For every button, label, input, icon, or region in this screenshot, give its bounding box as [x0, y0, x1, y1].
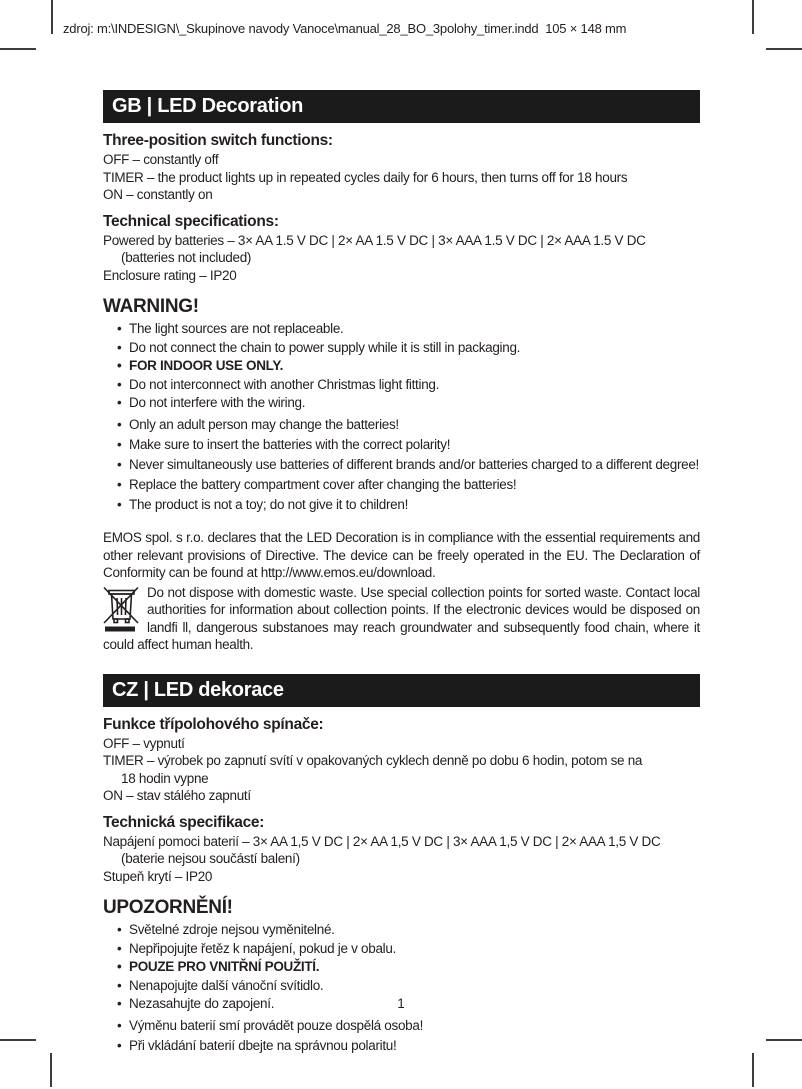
warning-item-text: Make sure to insert the batteries with the correct polarity!	[129, 436, 451, 452]
bullet-icon	[117, 496, 121, 514]
crop-mark-top-right-vertical	[752, 0, 754, 34]
bullet-icon	[117, 376, 121, 394]
bullet-icon	[117, 320, 121, 338]
warning-heading-cz: UPOZORNĚNÍ!	[103, 897, 233, 918]
bullet-icon	[117, 977, 121, 995]
warning-item	[103, 977, 700, 995]
source-path-label: zdroj: m:\INDESIGN\_Skupinove navody Vanoce\manual_28_BO_3polohy_timer.indd 105 × 148 mm	[63, 21, 627, 36]
text-line: 18 hodin vypne	[121, 770, 209, 786]
section-gb	[103, 90, 700, 654]
text-line: (batteries not included)	[121, 250, 252, 265]
warning-item-text: Do not connect the chain to power supply while it is still in packaging.	[129, 339, 521, 355]
warning-item-text: FOR INDOOR USE ONLY.	[129, 358, 284, 373]
page-content	[103, 90, 700, 1057]
bullet-icon	[117, 921, 121, 939]
warning-item-text: Replace the battery compartment cover after changing the batteries!	[129, 476, 517, 492]
warning-list-gb-group2	[103, 416, 700, 514]
switch-functions-heading-cz: Funkce třípolohového spínače:	[103, 715, 324, 733]
bullet-icon	[117, 436, 121, 454]
warning-item-text: Nezasahujte do zapojení.	[129, 996, 275, 1011]
switch-functions-heading-gb: Three-position switch functions:	[103, 132, 333, 149]
warning-list-gb-group1	[103, 320, 700, 412]
warning-item	[103, 320, 700, 338]
section-header-cz	[103, 674, 700, 707]
bullet-icon	[117, 394, 121, 412]
disposal-paragraph	[103, 584, 700, 654]
warning-item-text: Nenapojujte další vánoční svítidlo.	[129, 977, 324, 993]
warning-item-text: Nepřipojujte řetěz k napájení, pokud je v obalu.	[129, 940, 397, 956]
bullet-icon	[117, 940, 121, 958]
crop-mark-bottom-right-horizontal	[766, 1039, 802, 1041]
warning-heading-gb: WARNING!	[103, 296, 199, 317]
section-title-cz: CZ | LED dekorace	[112, 678, 284, 701]
warning-item	[103, 357, 700, 375]
warning-item-text: Výměnu baterií smí provádět pouze dospělá osoba!	[129, 1017, 424, 1033]
disposal-text: Do not dispose with domestic waste. Use special collection points for sorted waste. Contact local authorities for information about collection points. If the electronic devices would be disposed on landfi ll, dangerous substanoes may reach groundwater and subsequently food chain, where it could affect human health.	[103, 584, 700, 652]
switch-functions-lines-cz	[103, 735, 700, 805]
warning-item-text: Do not interfere with the wiring.	[129, 395, 306, 410]
bullet-icon	[117, 357, 121, 375]
warning-item	[103, 1017, 700, 1035]
bullet-icon	[117, 1037, 121, 1055]
section-header-gb	[103, 90, 700, 123]
warning-item-text: POUZE PRO VNITŘNÍ POUŽITÍ.	[129, 959, 320, 974]
tech-specs-heading-gb: Technical specifications:	[103, 212, 279, 230]
warning-item	[103, 456, 700, 474]
section-title-gb: GB | LED Decoration	[112, 95, 304, 117]
tech-specs-heading-cz: Technická specifikace:	[103, 813, 265, 831]
text-line: TIMER – the product lights up in repeated cycles daily for 6 hours, then turns off for 18 hours	[103, 169, 628, 185]
text-line: ON – stav stálého zapnutí	[103, 788, 251, 803]
bullet-icon	[117, 416, 121, 434]
warning-item	[103, 921, 700, 939]
text-line: Enclosure rating – IP20	[103, 267, 237, 283]
warning-item	[103, 940, 700, 958]
warning-item	[103, 496, 700, 514]
crop-mark-top-right-horizontal	[766, 48, 802, 50]
warning-item-text: Only an adult person may change the batteries!	[129, 416, 399, 432]
warning-item	[103, 416, 700, 434]
bullet-icon	[117, 456, 121, 474]
warning-item	[103, 476, 700, 494]
text-line: OFF – vypnutí	[103, 735, 185, 751]
page-number: 1	[397, 996, 405, 1011]
text-line: OFF – constantly off	[103, 152, 219, 167]
switch-functions-lines-gb	[103, 151, 700, 204]
text-line: Napájení pomoci baterií – 3× AA 1,5 V DC | 2× AA 1,5 V DC | 3× AAA 1,5 V DC | 2× AAA 1,5 V DC	[103, 833, 661, 849]
text-line: (baterie nejsou součástí balení)	[121, 851, 300, 866]
crop-mark-top-left-horizontal	[0, 48, 36, 50]
warning-item-text: Světelné zdroje nejsou vyměnitelné.	[129, 922, 335, 937]
crop-mark-top-left-vertical	[51, 0, 53, 34]
crop-mark-bottom-right-vertical	[752, 1053, 754, 1087]
warning-item-text: The light sources are not replaceable.	[129, 321, 344, 336]
warning-item	[103, 339, 700, 357]
text-line: Powered by batteries – 3× AA 1.5 V DC | 2× AA 1.5 V DC | 3× AAA 1.5 V DC | 2× AAA 1.5 V DC	[103, 232, 646, 248]
bullet-icon	[117, 958, 121, 976]
crop-mark-bottom-left-vertical	[50, 1053, 52, 1087]
warning-item	[103, 376, 700, 394]
bullet-icon	[117, 476, 121, 494]
warning-item-text: The product is not a toy; do not give it to children!	[129, 496, 409, 512]
crop-mark-bottom-left-horizontal	[0, 1039, 36, 1041]
text-line: ON – constantly on	[103, 187, 213, 202]
text-line: TIMER – výrobek po zapnutí svítí v opakovaných cyklech denně po dobu 6 hodin, potom se na	[103, 753, 643, 768]
warning-item-text: Never simultaneously use batteries of different brands and/or batteries charged to a different degree!	[129, 456, 700, 472]
warning-item	[103, 958, 700, 976]
text-line: Stupeň krytí – IP20	[103, 868, 213, 884]
warning-item	[103, 436, 700, 454]
weee-crossed-out-bin-icon	[103, 586, 141, 632]
tech-specs-lines-cz	[103, 833, 700, 886]
bullet-icon	[117, 339, 121, 357]
warning-item	[103, 1037, 700, 1055]
warning-item-text: Do not interconnect with another Christmas light fitting.	[129, 376, 440, 392]
bullet-icon	[117, 1017, 121, 1035]
warning-item-text: Při vkládání baterií dbejte na správnou polaritu!	[129, 1037, 397, 1053]
warning-item	[103, 394, 700, 412]
tech-specs-lines-gb	[103, 232, 700, 285]
compliance-paragraph: EMOS spol. s r.o. declares that the LED Decoration is in compliance with the essential requirements and other relevant provisions of Directive. The device can be freely operated in the EU. The Declaration of Conformity can be found at http://www.emos.eu/download.	[103, 530, 700, 580]
warning-list-cz-group2	[103, 1017, 700, 1055]
